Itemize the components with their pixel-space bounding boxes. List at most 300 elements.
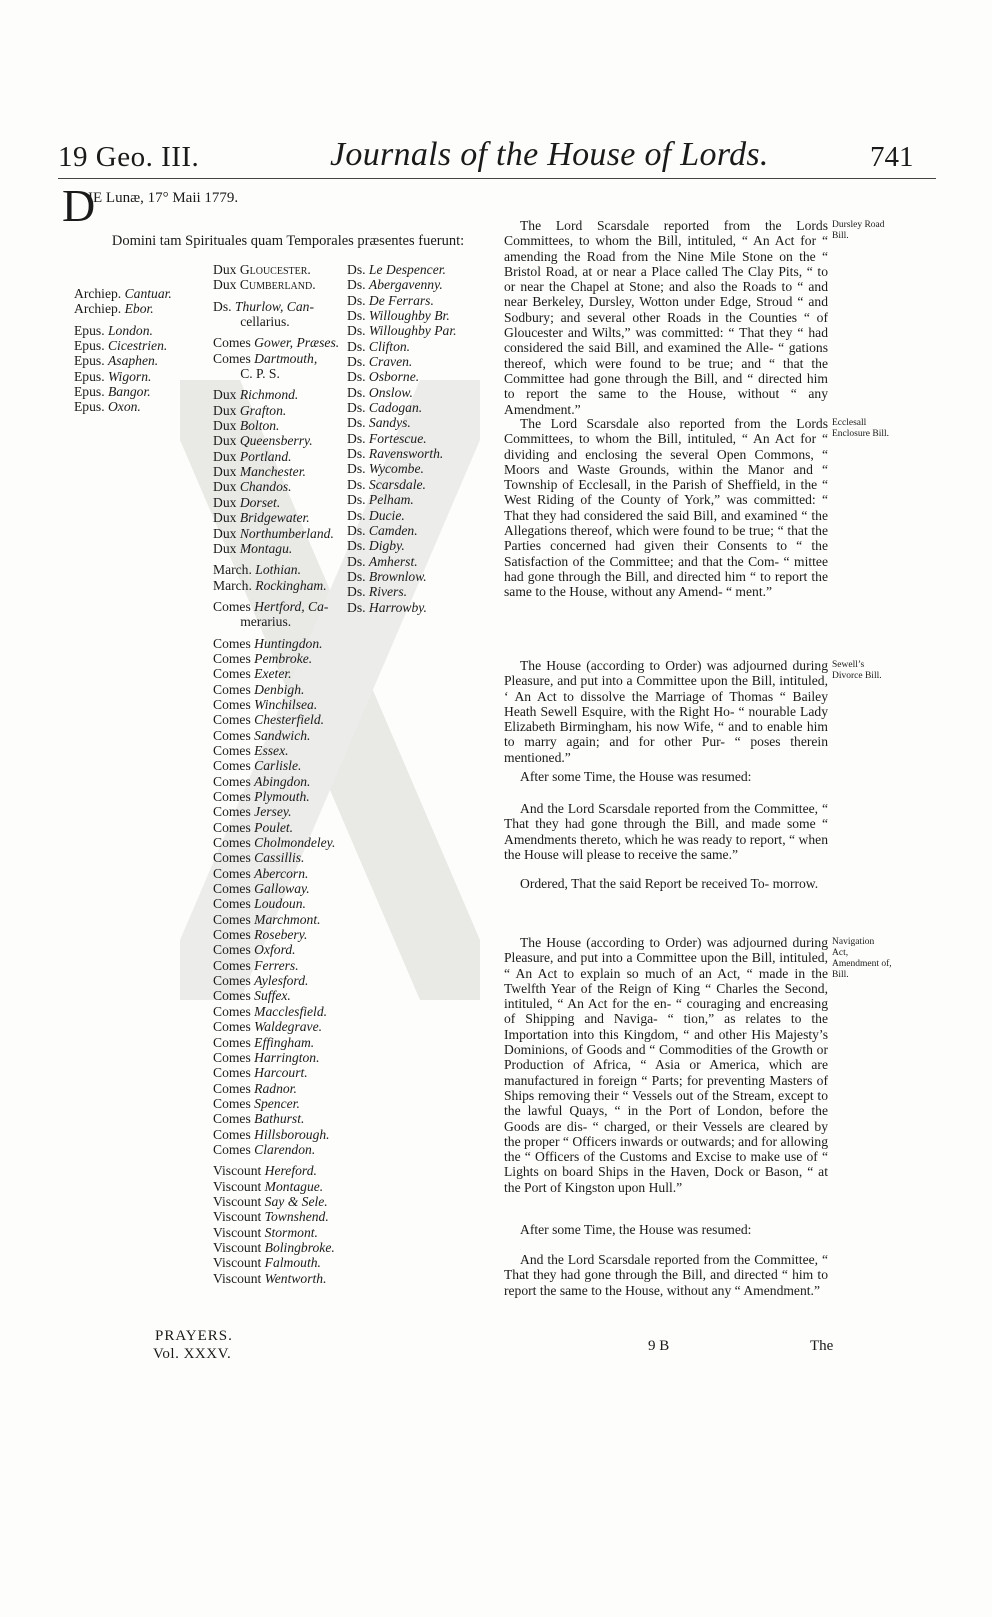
peer-title: Comes <box>213 727 255 743</box>
peer-entry <box>213 1111 339 1126</box>
peer-title: Comes <box>213 957 255 973</box>
baron-entry <box>347 477 457 492</box>
peer-entry <box>213 1255 339 1270</box>
peer-entry <box>213 578 339 593</box>
peer-title: Ds. <box>347 584 369 600</box>
baron-entry <box>347 523 457 538</box>
peer-name: Wigorn. <box>107 368 152 384</box>
baron-entry <box>347 400 457 415</box>
paragraph-dursley: The Lord Scarsdale reported from the Lords Committees, to whom the Bill, intituled, “ An Act for “ amending the Road from the Nine Mile Stone on the “ Bristol Road, at or near a Place called The Clay Pits, “ to or near the Chapel at Stone; and also the Roads to “ and near Berkeley, Dursley, Wotton under Edge, Stroud “ and Sodbury; and several other Roads in the Counties “ of Gloucester and Wilts,” was committed: “ That they “ had considered the said Bill, and examined the Alle- “ gations thereof, which were found to be true; and “ that the Committee had gone through the Bill, and “ directed him to report the same to the House, without “ any Amendment.” <box>504 218 828 417</box>
peer-title: Dux <box>213 387 240 403</box>
peer-entry <box>213 314 339 329</box>
peer-title: Comes <box>213 635 255 651</box>
peer-entry <box>213 1142 339 1157</box>
peer-name: Le Despencer. <box>368 262 446 277</box>
peer-name: Hillsborough. <box>254 1126 330 1142</box>
peer-title: Epus. <box>74 399 108 415</box>
peer-name: Harrowby. <box>368 599 427 615</box>
peer-name: Loudoun. <box>254 896 306 912</box>
peer-name: Rosebery. <box>254 927 308 943</box>
peer-name: Galloway. <box>254 881 310 897</box>
peer-entry <box>213 1179 339 1194</box>
barons-column <box>347 262 457 615</box>
peer-entry <box>213 774 339 789</box>
header-journal-title: Journals of the House of Lords. <box>330 136 769 173</box>
peer-title: Comes <box>213 335 255 351</box>
peer-title: Epus. <box>74 338 108 354</box>
peer-title: Ds. <box>347 492 369 508</box>
peer-entry <box>213 682 339 697</box>
peer-name: Chandos. <box>239 479 292 495</box>
peer-name: Cadogan. <box>368 400 423 416</box>
peer-name: Brownlow. <box>368 568 427 584</box>
peer-entry <box>213 697 339 712</box>
peer-entry <box>74 286 172 301</box>
attendance-heading: Domini tam Spirituales quam Temporales præsentes fuerunt: <box>111 233 465 249</box>
peer-name: Abingdon. <box>254 773 311 789</box>
peer-entry <box>213 449 339 464</box>
peer-name: Fortescue. <box>368 430 427 446</box>
peer-title: Comes <box>213 758 255 774</box>
peer-name: Townshend. <box>264 1209 329 1225</box>
peer-title: Comes <box>213 1095 255 1111</box>
peer-title: Dux <box>213 448 240 464</box>
peer-entry <box>213 262 339 277</box>
baron-entry <box>347 600 457 615</box>
peer-title: Comes <box>213 1126 255 1142</box>
peer-title: Viscount <box>213 1255 265 1271</box>
peer-title: Ds. <box>347 568 369 584</box>
peer-name: Camden. <box>368 522 418 538</box>
peer-title: Comes <box>213 896 255 912</box>
peer-entry <box>74 353 172 368</box>
footer-catchword: The <box>810 1338 834 1354</box>
peer-name: Northumberland. <box>239 525 334 541</box>
peer-title: Comes <box>213 1049 255 1065</box>
peer-name: Thurlow, Can- <box>234 298 314 314</box>
peer-title: Comes <box>213 681 255 697</box>
peer-name: Clifton. <box>368 338 411 354</box>
peer-title: Epus. <box>74 322 108 338</box>
peer-title: Ds. <box>347 369 369 385</box>
baron-entry <box>347 461 457 476</box>
peer-title: Dux <box>213 494 240 510</box>
peer-title: Dux <box>213 525 240 541</box>
peer-title: Viscount <box>213 1270 265 1286</box>
peer-name: Falmouth. <box>264 1255 321 1271</box>
peer-entry <box>213 403 339 418</box>
peer-name: Ebor. <box>124 301 154 317</box>
peer-entry <box>213 1065 339 1080</box>
peer-entry <box>213 973 339 988</box>
peer-entry <box>213 942 339 957</box>
baron-entry <box>347 446 457 461</box>
peer-entry <box>213 1050 339 1065</box>
peer-name: Spencer. <box>254 1095 300 1111</box>
peer-entry <box>213 743 339 758</box>
peer-name: Carlisle. <box>254 758 302 774</box>
peer-title: Comes <box>213 350 255 366</box>
peer-title: Viscount <box>213 1163 265 1179</box>
paragraph-report-2: And the Lord Scarsdale reported from the Committee, “ That they had gone through the Bill, and directed “ him to report the same to the House, without any “ Amendment.” <box>504 1252 828 1298</box>
peer-entry <box>213 912 339 927</box>
peer-name: Harcourt. <box>254 1065 308 1081</box>
peer-name: Oxford. <box>254 942 296 958</box>
bishops-column <box>74 286 172 415</box>
peer-entry <box>213 299 339 314</box>
peer-entry <box>213 479 339 494</box>
paragraph-ordered: Ordered, That the said Report be received To- morrow. <box>520 876 819 891</box>
peer-entry <box>213 988 339 1003</box>
peer-name: Clarendon. <box>254 1141 316 1157</box>
baron-entry <box>347 569 457 584</box>
peer-name: Jersey. <box>254 804 292 820</box>
peer-title: Ds. <box>347 461 369 477</box>
peer-name: Oxon. <box>107 399 141 415</box>
peer-name: Harrington. <box>254 1049 320 1065</box>
peer-entry <box>74 301 172 316</box>
footer-signature: 9 B <box>648 1338 670 1354</box>
peer-title: Ds. <box>347 338 369 354</box>
peer-name: Cholmondeley. <box>254 835 336 851</box>
peer-title: Comes <box>213 696 255 712</box>
peer-name: Montagu. <box>239 540 293 556</box>
peer-name: Winchilsea. <box>254 696 318 712</box>
peer-title: Dux <box>213 277 240 293</box>
peer-name: Gloucester. <box>239 262 311 277</box>
peer-title: Comes <box>213 789 255 804</box>
peer-entry <box>213 789 339 804</box>
peer-title: Viscount <box>213 1193 265 1209</box>
peer-title <box>213 314 240 329</box>
peer-entry <box>213 433 339 448</box>
peer-name: Cassillis. <box>254 850 305 866</box>
peer-title: Epus. <box>74 368 108 384</box>
margin-note-navigation: Navigation Act, Amendment of, Bill. <box>832 937 892 980</box>
peer-entry <box>213 599 339 614</box>
peer-title: Comes <box>213 881 255 897</box>
peer-entry <box>213 881 339 896</box>
peer-entry <box>213 541 339 556</box>
peer-entry <box>213 510 339 525</box>
peer-name: Plymouth. <box>254 789 310 804</box>
peer-name: Cicestrien. <box>107 338 168 354</box>
peer-name: Montague. <box>264 1178 324 1194</box>
header-regnal-year: 19 Geo. III. <box>58 141 200 173</box>
peer-entry <box>213 1081 339 1096</box>
date-line: IE Lunæ, 17° Maii 1779. <box>88 190 239 206</box>
peer-name: Macclesfield. <box>254 1003 328 1019</box>
peer-name: Aylesford. <box>254 973 309 989</box>
peer-title: Comes <box>213 666 255 682</box>
peer-title: Comes <box>213 865 255 881</box>
peer-name: Abercorn. <box>254 865 309 881</box>
peer-name: Essex. <box>254 742 289 758</box>
peer-entry <box>213 804 339 819</box>
peer-title: Ds. <box>347 522 369 538</box>
peer-title: Ds. <box>347 308 369 324</box>
peer-title: Ds. <box>347 446 369 462</box>
baron-entry <box>347 262 457 277</box>
peer-name: merarius. <box>240 614 292 630</box>
peer-title: Comes <box>213 712 255 728</box>
peer-entry <box>213 758 339 773</box>
peer-entry <box>213 1194 339 1209</box>
peer-name: Radnor. <box>254 1080 297 1096</box>
peer-name: Scarsdale. <box>368 476 426 492</box>
peer-name: Wentworth. <box>264 1270 327 1286</box>
peer-name: Willoughby Par. <box>368 323 457 339</box>
peer-entry <box>213 1035 339 1050</box>
baron-entry <box>347 554 457 569</box>
peer-title: Viscount <box>213 1239 265 1255</box>
page-number: 741 <box>870 141 914 173</box>
peer-name: Amherst. <box>368 553 418 569</box>
peer-name: Osborne. <box>368 369 420 385</box>
baron-entry <box>347 369 457 384</box>
peer-name: Grafton. <box>239 402 287 418</box>
peer-entry <box>213 614 339 629</box>
baron-entry <box>347 508 457 523</box>
peer-title: Comes <box>213 804 255 820</box>
peer-name: Pelham. <box>368 492 414 508</box>
peer-title: March. <box>213 577 256 593</box>
peer-title: March. <box>213 562 256 578</box>
baron-entry <box>347 323 457 338</box>
peer-name: Stormont. <box>264 1224 318 1240</box>
peer-entry <box>74 323 172 338</box>
baron-entry <box>347 492 457 507</box>
peer-title: Ds. <box>347 476 369 492</box>
peer-title: Ds. <box>347 262 369 277</box>
peer-entry <box>213 636 339 651</box>
peer-title: Archiep. <box>74 301 125 317</box>
peer-title: Dux <box>213 540 240 556</box>
peer-title: Epus. <box>74 353 108 369</box>
peer-name: De Ferrars. <box>368 292 434 308</box>
peer-title: Comes <box>213 1034 255 1050</box>
peer-title: Ds. <box>347 507 369 523</box>
peer-name: Lothian. <box>255 562 301 578</box>
paragraph-resumed-1: After some Time, the House was resumed: <box>520 769 752 784</box>
baron-entry <box>347 354 457 369</box>
peer-entry <box>213 335 339 350</box>
peer-entry <box>213 351 339 366</box>
peer-name: Bolton. <box>239 418 280 434</box>
peer-name: Effingham. <box>254 1034 315 1050</box>
peer-title: Ds. <box>347 323 369 339</box>
peer-name: Pembroke. <box>254 650 313 666</box>
peer-title: Comes <box>213 942 255 958</box>
peer-name: Say & Sele. <box>264 1193 328 1209</box>
peer-name: Dorset. <box>239 494 281 510</box>
peer-title: Dux <box>213 510 240 526</box>
baron-entry <box>347 308 457 323</box>
paragraph-resumed-2: After some Time, the House was resumed: <box>520 1222 752 1237</box>
peer-entry <box>213 1209 339 1224</box>
peer-title: Epus. <box>74 384 108 400</box>
peer-entry <box>74 369 172 384</box>
baron-entry <box>347 431 457 446</box>
peer-name: London. <box>107 322 153 338</box>
baron-entry <box>347 385 457 400</box>
peer-title: Ds. <box>347 400 369 416</box>
peer-name: Ravensworth. <box>368 446 444 462</box>
peer-name: Abergavenny. <box>368 277 443 293</box>
peer-title: Dux <box>213 402 240 418</box>
peer-entry <box>213 464 339 479</box>
peer-title: Comes <box>213 1019 255 1035</box>
peer-title: Comes <box>213 988 255 1004</box>
peer-title: Comes <box>213 835 255 851</box>
paragraph-navigation: The House (according to Order) was adjourned during Pleasure, and put into a Committee upon the Bill, intituled, “ An Act to explain so much of an Act, “ made in the Twelfth Year of the Reign of King “ Charles the Second, intituled, “ An Act for the en- “ couraging and encreasing of Shipping and Naviga- “ tion,” as relates to the Importation into this Kingdom, “ and other His Majesty’s Dominions, of Goods and “ Commodities of the Growth or Production of Africa, “ Asia or America, which are manufactured in foreign “ Parts; for preventing Masters of Ships removing their “ Vessels out of the Stream, except to the lawful Quays, “ in the Port of London, before the Goods are dis- “ charged, or their Vessels are cleared by the proper “ Officers inwards or outwards; and for allowing the “ Officers of the Customs and Excise to make use of “ Lights on board Ships in the Haven, Dock or Bason, “ at the Port of Kingston upon Hull.” <box>504 935 829 1195</box>
peer-title: Dux <box>213 464 240 480</box>
peer-title: Ds. <box>347 292 369 308</box>
peer-name: Bridgewater. <box>239 510 310 526</box>
peer-name: Portland. <box>239 448 292 464</box>
peer-title: Ds. <box>347 354 369 370</box>
peer-title: Comes <box>213 850 255 866</box>
peer-title: Dux <box>213 433 240 449</box>
peer-title: Viscount <box>213 1178 265 1194</box>
peer-name: Bangor. <box>107 384 151 400</box>
paragraph-ecclesall: The Lord Scarsdale also reported from the Lords Committees, to whom the Bill, intituled, “ An Act for “ dividing and enclosing the several Open Commons, “ Moors and Waste Grounds, within the Manor and “ Township of Ecclesall, in the Parish of Sheffield, in the “ West Riding of the County of York,” was committed: “ That they had considered the said Bill, and examined “ the Allegations thereof, which were found to be true; “ that the Parties concerned had given their Consents to “ the Satisfaction of the Committee; and that the Com- “ mittee had gone through the Bill, and directed him “ to report the same to the House, without any Amend- “ ment.” <box>504 416 828 600</box>
peer-title: Comes <box>213 773 255 789</box>
peer-name: Willoughby Br. <box>368 308 450 324</box>
peer-name: Richmond. <box>239 387 299 403</box>
peer-title: Archiep. <box>74 286 125 301</box>
peer-name: Craven. <box>368 354 413 370</box>
peer-title <box>213 614 240 629</box>
peer-title: Ds. <box>347 538 369 554</box>
peer-name: Queensberry. <box>239 433 313 449</box>
paragraph-report-1: And the Lord Scarsdale reported from the Committee, “ That they had gone through the Bill, and made some “ Amendments thereto, which he was ready to report, “ when the House will please to receive the same.” <box>504 801 828 862</box>
peer-title: Ds. <box>347 599 369 615</box>
peer-title: Comes <box>213 973 255 989</box>
peer-name: Cumberland. <box>239 277 316 293</box>
margin-note-ecclesall: Ecclesall Enclosure Bill. <box>832 418 889 439</box>
peer-name: Rivers. <box>368 584 408 600</box>
margin-note-dursley: Dursley Road Bill. <box>832 220 885 241</box>
peer-name: Onslow. <box>368 384 413 400</box>
peer-entry <box>213 277 339 292</box>
peer-entry <box>213 1127 339 1142</box>
peer-name: Hertford, Ca- <box>254 598 329 614</box>
peer-name: Sandwich. <box>254 727 311 743</box>
baron-entry <box>347 277 457 292</box>
peer-entry <box>213 866 339 881</box>
peer-entry <box>74 399 172 414</box>
peer-title <box>213 366 240 381</box>
peer-entry <box>213 366 339 381</box>
peer-entry <box>213 712 339 727</box>
peer-name: cellarius. <box>240 314 290 330</box>
peers-column <box>213 262 339 1286</box>
footer-prayers: PRAYERS. <box>155 1328 233 1344</box>
peer-title: Comes <box>213 1141 255 1157</box>
baron-entry <box>347 538 457 553</box>
peer-name: Suffex. <box>254 988 291 1004</box>
peer-entry <box>213 896 339 911</box>
baron-entry <box>347 339 457 354</box>
peer-name: Cantuar. <box>124 286 172 301</box>
peer-entry <box>213 927 339 942</box>
peer-entry <box>213 820 339 835</box>
peer-title: Dux <box>213 418 240 434</box>
peer-name: Poulet. <box>254 819 294 835</box>
footer-volume: Vol. XXXV. <box>153 1346 232 1362</box>
peer-name: C. P. S. <box>240 366 280 382</box>
peer-title: Ds. <box>347 415 369 431</box>
peer-title: Comes <box>213 1111 255 1127</box>
peer-title: Comes <box>213 1080 255 1096</box>
peer-title: Comes <box>213 742 255 758</box>
peer-title: Comes <box>213 1065 255 1081</box>
peer-name: Ducie. <box>368 507 405 523</box>
peer-entry <box>213 835 339 850</box>
peer-title: Ds. <box>347 430 369 446</box>
peer-entry <box>213 850 339 865</box>
peer-title: Dux <box>213 479 240 495</box>
peer-entry <box>213 958 339 973</box>
peer-title: Viscount <box>213 1224 265 1240</box>
peer-title: Comes <box>213 927 255 943</box>
peer-entry <box>213 1096 339 1111</box>
date-dropcap: D <box>62 180 96 231</box>
peer-name: Wycombe. <box>368 461 424 477</box>
peer-entry <box>213 495 339 510</box>
peer-name: Bathurst. <box>254 1111 305 1127</box>
peer-entry <box>213 1019 339 1034</box>
peer-entry <box>213 562 339 577</box>
peer-entry <box>213 1225 339 1240</box>
peer-name: Denbigh. <box>254 681 305 697</box>
peer-title: Ds. <box>347 384 369 400</box>
peer-title: Dux <box>213 262 240 277</box>
peer-title: Comes <box>213 598 255 614</box>
peer-title: Comes <box>213 650 255 666</box>
peer-title: Ds. <box>213 298 235 314</box>
header-rule <box>58 178 936 179</box>
peer-name: Digby. <box>368 538 405 554</box>
peer-title: Comes <box>213 1003 255 1019</box>
peer-entry <box>213 387 339 402</box>
baron-entry <box>347 415 457 430</box>
peer-entry <box>213 1271 339 1286</box>
peer-entry <box>74 384 172 399</box>
peer-name: Marchmont. <box>254 911 321 927</box>
peer-name: Sandys. <box>368 415 411 431</box>
peer-entry <box>213 1240 339 1255</box>
peer-entry <box>213 1004 339 1019</box>
peer-title: Viscount <box>213 1209 265 1225</box>
baron-entry <box>347 584 457 599</box>
peer-entry <box>213 526 339 541</box>
peer-name: Dartmouth, <box>254 350 318 366</box>
peer-name: Asaphen. <box>107 353 159 369</box>
peer-name: Hereford. <box>264 1163 317 1179</box>
peer-entry <box>213 651 339 666</box>
peer-entry <box>213 1163 339 1178</box>
peer-name: Manchester. <box>239 464 306 480</box>
peer-name: Bolingbroke. <box>264 1239 335 1255</box>
margin-note-sewell: Sewell’s Divorce Bill. <box>832 660 882 681</box>
peer-title: Ds. <box>347 277 369 293</box>
peer-name: Waldegrave. <box>254 1019 323 1035</box>
peer-name: Exeter. <box>254 666 292 682</box>
paragraph-sewell: The House (according to Order) was adjourned during Pleasure, and put into a Committee upon the Bill, intituled, ‘ An Act to dissolve the Marriage of Thomas “ Bailey Heath Sewell Esquire, with the Right Ho- “ nourable Lady Elizabeth Birmingham, his now Wife, “ and to enable him to marry again; and for other Pur- “ poses therein mentioned.” <box>504 658 828 765</box>
peer-title: Ds. <box>347 553 369 569</box>
